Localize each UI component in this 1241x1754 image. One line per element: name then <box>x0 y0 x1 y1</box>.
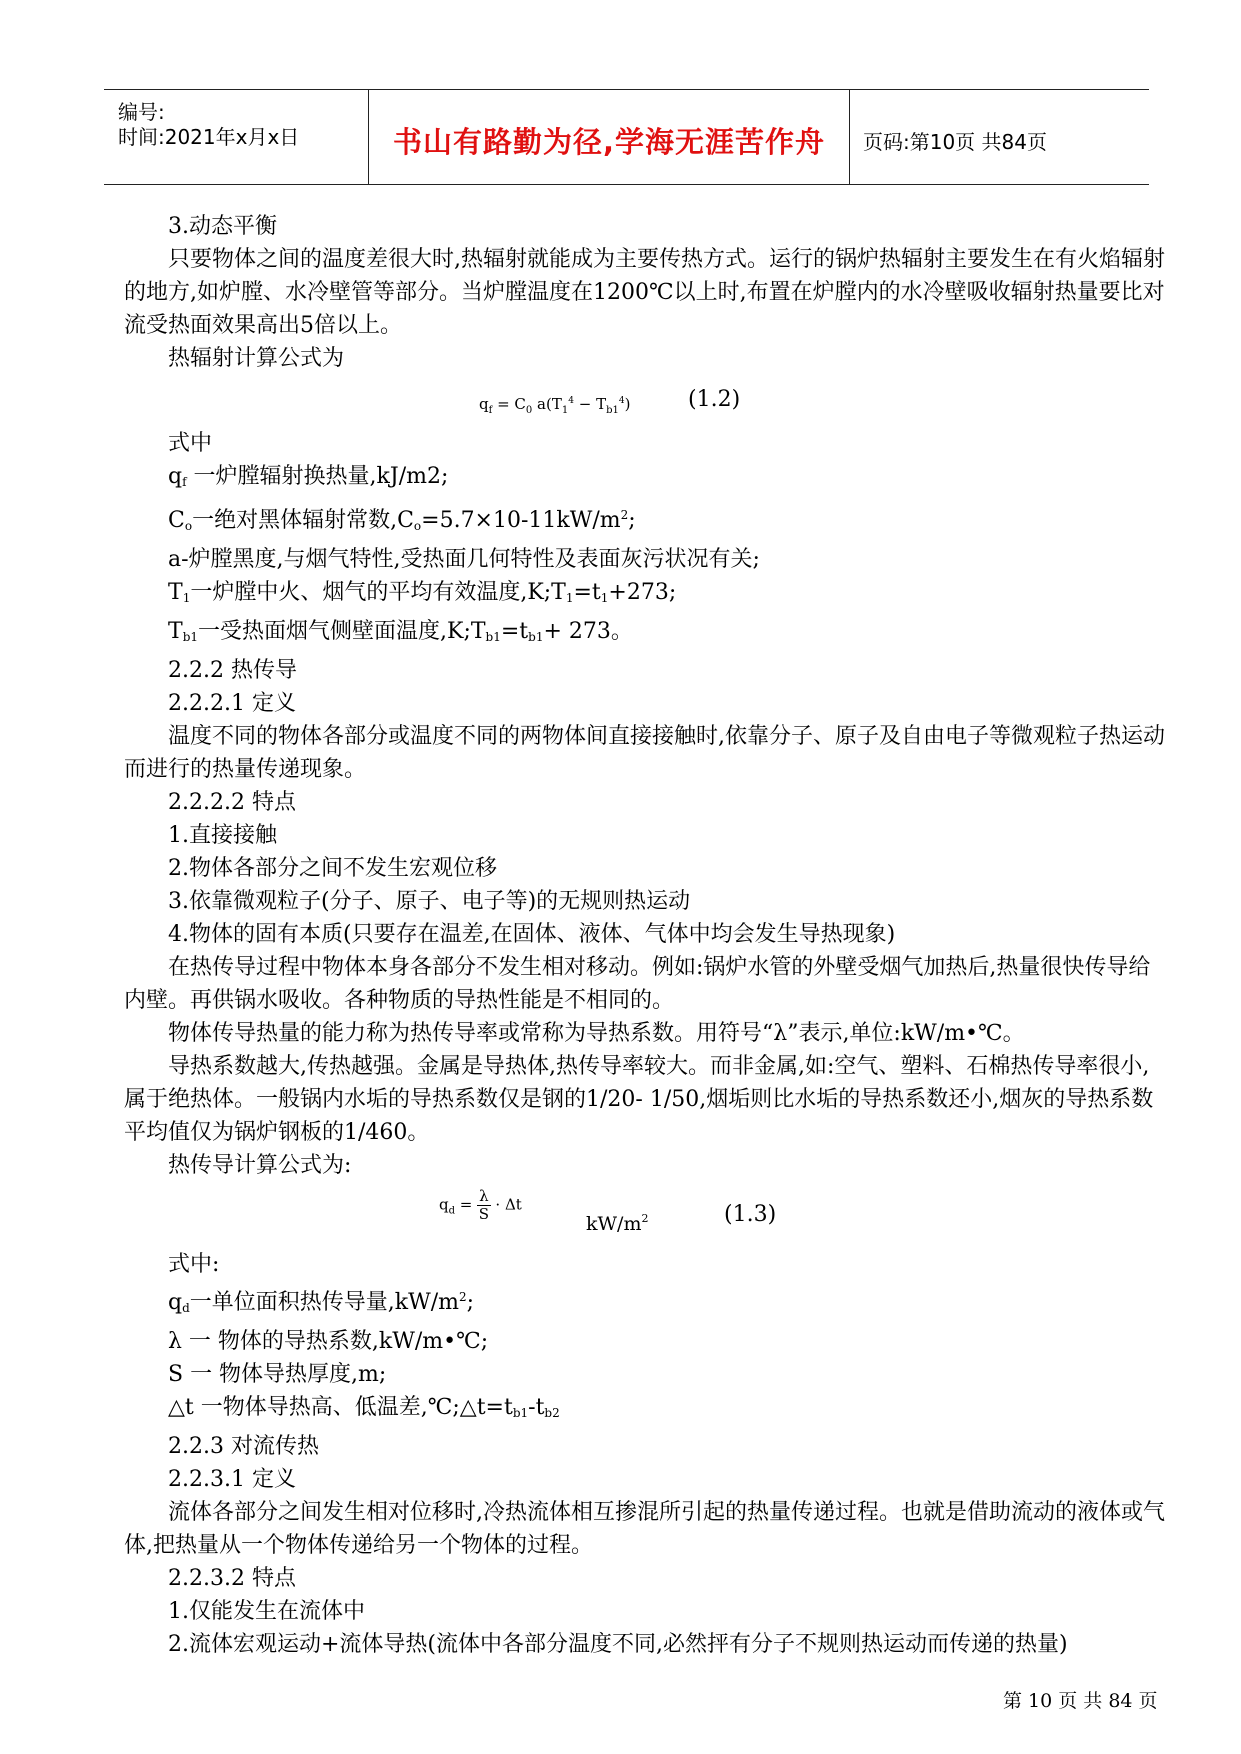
document-body <box>124 210 1169 1661</box>
definition-text: 一受热面烟气侧壁面温度,K;T <box>198 619 486 644</box>
paragraph: 式中 <box>168 431 213 456</box>
symbol-definition: qf 一炉膛辐射换热量,kJ/m2; <box>168 464 449 489</box>
definition-text: =t <box>500 619 529 644</box>
formula-radiation-number: (1.2) <box>688 387 741 412</box>
paragraph: 热辐射计算公式为 <box>168 346 345 371</box>
header-left-cell <box>104 90 368 184</box>
definition-text: =5.7×10-11kW/m <box>421 508 621 533</box>
symbol-definition: T1一炉膛中火、烟气的平均有效温度,K;T1=t1+273; <box>168 580 677 605</box>
document-number-label: 编号: <box>118 100 165 124</box>
list-item: 2.流体宏观运动+流体导热(流体中各部分温度不同,必然抨有分子不规则热运动而传递的热量) <box>168 1632 1068 1657</box>
definition-text: =t <box>573 580 601 605</box>
header-right-cell <box>849 90 1149 184</box>
section-heading: 2.2.2 热传导 <box>168 658 297 683</box>
header-motto: 书山有路勤为径,学海无涯苦作舟 <box>392 125 826 159</box>
definition-text: + 273。 <box>543 619 633 644</box>
definition-text: -t <box>528 1395 545 1420</box>
list-item: 3.依靠微观粒子(分子、原子、电子等)的无规则热运动 <box>168 889 691 914</box>
list-item: 2.物体各部分之间不发生宏观位移 <box>168 856 497 881</box>
symbol-definition: Co一绝对黑体辐射常数$,Co=5.7\times 10-11kW/m^2$; <box>168 508 636 533</box>
symbol-definition: qd一单位面积热传导量$,kW/m^2$; <box>168 1290 475 1315</box>
symbol-definition: △t 一物体导热高、低温差,℃;△t=tb1-tb2 <box>168 1395 560 1420</box>
section-heading: 2.2.3.1 定义 <box>168 1467 296 1492</box>
list-item: 1.直接接触 <box>168 823 277 848</box>
paragraph: 式中: <box>168 1252 220 1277</box>
paragraph: λ 一 物体的导热系数,kW/m•℃; <box>168 1329 489 1354</box>
section-heading: 2.2.2.1 定义 <box>168 691 296 716</box>
document-time-label: 时间:2021年x月x日 <box>118 125 300 149</box>
paragraph: a-炉膛黑度,与烟气特性,受热面几何特性及表面灰污状况有关; <box>168 547 760 572</box>
definition-text: 一绝对黑体辐射常数,C <box>192 508 414 533</box>
paragraph: 导热系数越大,传热越强。金属是导热体,热传导率较大。而非金属,如:空气、塑料、石棉热传导率很小,属于绝热体。一般锅内水垢的导热系数仅是钢的1/20- 1/50,烟垢则比水垢的导热系数还小,烟灰的导热系数平均值仅为锅炉钢板的1/460。 <box>124 1054 1154 1145</box>
page-header <box>104 89 1149 185</box>
definition-text: 一炉膛中火、烟气的平均有效温度,K;T <box>190 580 566 605</box>
header-center-cell <box>368 90 850 184</box>
paragraph: S 一 物体导热厚度,m; <box>168 1362 387 1387</box>
definition-text: +273; <box>608 580 677 605</box>
formula-conduction <box>124 1182 1169 1248</box>
formula-radiation-expression: $q_f = C_0$ $a(T_1^4 - T_{b1}^4)$ <box>479 395 631 416</box>
paragraph: 只要物体之间的温度差很大时,热辐射就能成为主要传热方式。运行的锅炉热辐射主要发生在有火焰辐射的地方,如炉膛、水冷壁管等部分。当炉膛温度在1200℃以上时,布置在炉膛内的水冷壁吸收辐射热量要比对流受热面效果高出5倍以上。 <box>124 247 1165 338</box>
paragraph: 流体各部分之间发生相对位移时,冷热流体相互掺混所引起的热量传递过程。也就是借助流动的液体或气体,把热量从一个物体传递给另一个物体的过程。 <box>124 1500 1165 1558</box>
paragraph: 3.动态平衡 <box>168 214 277 239</box>
section-heading: 2.2.2.2 特点 <box>168 790 296 815</box>
header-page-label: 页码:第10页 共84页 <box>863 130 1047 154</box>
page-footer: 第 10 页 共 84 页 <box>1003 1690 1158 1712</box>
unit-text: kW/m <box>586 1213 642 1235</box>
paragraph: 物体传导热量的能力称为热传导率或常称为导热系数。用符号“λ”表示,单位:kW/m•℃。 <box>168 1021 1025 1046</box>
section-heading: 2.2.3.2 特点 <box>168 1566 296 1591</box>
list-item: 4.物体的固有本质(只要存在温差,在固体、液体、气体中均会发生导热现象) <box>168 922 896 947</box>
formula-conduction-unit: $kW/m^2$ <box>586 1212 649 1235</box>
symbol-definition: Tb1一受热面烟气侧壁面温度,K;Tb1=tb1+ 273。 <box>168 619 633 644</box>
formula-conduction-number: (1.3) <box>724 1202 777 1227</box>
list-item: 1.仅能发生在流体中 <box>168 1599 365 1624</box>
definition-text: 一炉膛辐射换热量,kJ/m2; <box>193 464 449 489</box>
formula-conduction-expression: $q_d$ = $\frac{\lambda}{S}$ · Δt <box>439 1187 522 1223</box>
section-heading: 2.2.3 对流传热 <box>168 1434 319 1459</box>
paragraph: 在热传导过程中物体本身各部分不发生相对移动。例如:锅炉水管的外壁受烟气加热后,热量很快传导给内壁。再供锅水吸收。各种物质的导热性能是不相同的。 <box>124 955 1151 1013</box>
paragraph: 温度不同的物体各部分或温度不同的两物体间直接接触时,依靠分子、原子及自由电子等微观粒子热运动而进行的热量传递现象。 <box>124 724 1165 782</box>
paragraph: 热传导计算公式为: <box>168 1153 352 1178</box>
definition-text: 一单位面积热传导量,kW/m <box>189 1290 459 1315</box>
definition-text: △t 一物体导热高、低温差,℃;△t=t <box>168 1395 513 1420</box>
formula-radiation <box>124 375 1169 427</box>
